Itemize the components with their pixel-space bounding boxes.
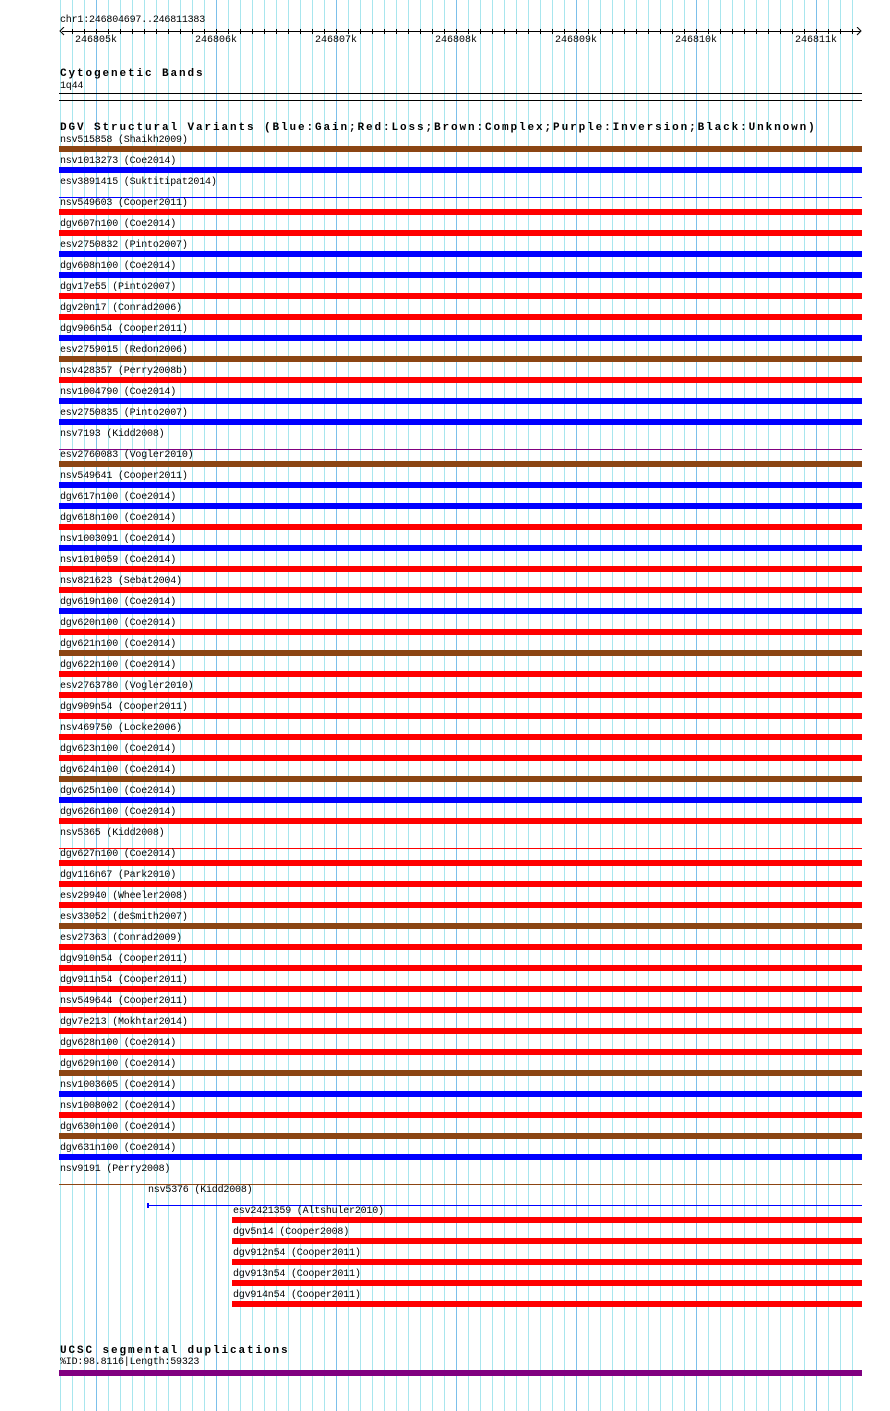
variant-loss-bar[interactable] [232, 1259, 862, 1265]
ruler-tick [288, 29, 289, 34]
variant-gain-bar[interactable] [59, 797, 862, 803]
ruler-tick [72, 29, 73, 34]
ruler-tick [168, 29, 169, 34]
variant-gain-bar[interactable] [59, 272, 862, 278]
ruler-tick [684, 29, 685, 34]
ruler-tick [708, 29, 709, 34]
variant-label: nsv1008002 (Coe2014) [60, 1101, 177, 1112]
ruler-label: 246806k [194, 35, 238, 46]
variant-gain-bar[interactable] [59, 167, 862, 173]
variant-label: dgv5n14 (Cooper2008) [233, 1227, 350, 1238]
ruler-tick [720, 29, 721, 34]
variant-label: dgv622n100 (Coe2014) [60, 660, 177, 671]
left-arrow-icon[interactable] [58, 27, 66, 36]
variant-complex-bar[interactable] [59, 1133, 862, 1139]
ruler-tick [576, 29, 577, 34]
variant-label: nsv549644 (Cooper2011) [60, 996, 188, 1007]
ruler-tick [840, 29, 841, 34]
variant-label: dgv911n54 (Cooper2011) [60, 975, 188, 986]
variant-label: nsv9191 (Perry2008) [60, 1164, 171, 1175]
ruler-tick [516, 29, 517, 34]
variant-complex-bar[interactable] [59, 776, 862, 782]
ruler-tick [336, 29, 337, 34]
variant-label: dgv620n100 (Coe2014) [60, 618, 177, 629]
variant-loss-bar[interactable] [59, 734, 862, 740]
variant-label: dgv627n100 (Coe2014) [60, 849, 177, 860]
variant-loss-bar[interactable] [59, 860, 862, 866]
ruler-label: 246808k [434, 35, 478, 46]
ruler-tick [624, 29, 625, 34]
ruler-tick [828, 29, 829, 34]
ruler-label: 246807k [314, 35, 358, 46]
variant-label: dgv617n100 (Coe2014) [60, 492, 177, 503]
ruler-tick [216, 29, 217, 34]
variant-label: nsv7193 (Kidd2008) [60, 429, 165, 440]
ruler-tick [468, 29, 469, 34]
variant-label: nsv549603 (Cooper2011) [60, 198, 188, 209]
variant-loss-bar[interactable] [59, 986, 862, 992]
variant-loss-bar[interactable] [59, 1112, 862, 1118]
variant-loss-bar[interactable] [59, 566, 862, 572]
variant-loss-bar[interactable] [59, 692, 862, 698]
variant-gain-bar[interactable] [59, 503, 862, 509]
variant-label: dgv608n100 (Coe2014) [60, 261, 177, 272]
variant-label: dgv909n54 (Cooper2011) [60, 702, 188, 713]
variant-label: dgv631n100 (Coe2014) [60, 1143, 177, 1154]
ruler-tick [648, 29, 649, 34]
variant-label: dgv116n67 (Park2010) [60, 870, 177, 881]
variant-label: dgv912n54 (Cooper2011) [233, 1248, 361, 1259]
ruler-tick [588, 29, 589, 34]
ruler-tick [744, 29, 745, 34]
ruler-tick [120, 29, 121, 34]
variant-loss-bar[interactable] [232, 1280, 862, 1286]
ruler-tick [276, 29, 277, 34]
variant-label: nsv549641 (Cooper2011) [60, 471, 188, 482]
ruler-tick [204, 29, 205, 34]
ruler-tick [360, 29, 361, 34]
ruler-tick [228, 29, 229, 34]
variant-label: esv2421359 (Altshuler2010) [233, 1206, 384, 1217]
variant-label: nsv1003091 (Coe2014) [60, 534, 177, 545]
variant-gain-bar[interactable] [59, 545, 862, 551]
ruler-label: 246809k [554, 35, 598, 46]
variant-label: esv27363 (Conrad2009) [60, 933, 182, 944]
variant-loss-bar[interactable] [59, 944, 862, 950]
variant-label: dgv17e55 (Pinto2007) [60, 282, 177, 293]
variant-label: dgv20n17 (Conrad2006) [60, 303, 182, 314]
variant-gain-bar[interactable] [59, 251, 862, 257]
variant-gain-bar[interactable] [59, 398, 862, 404]
variant-gain-bar[interactable] [59, 1091, 862, 1097]
variant-label: dgv910n54 (Cooper2011) [60, 954, 188, 965]
ruler-tick [660, 29, 661, 34]
ruler-tick [816, 29, 817, 34]
variant-label: dgv628n100 (Coe2014) [60, 1038, 177, 1049]
ruler-tick [252, 29, 253, 34]
ruler-tick [432, 29, 433, 34]
ruler-label: 246811k [794, 35, 838, 46]
variant-label: dgv630n100 (Coe2014) [60, 1122, 177, 1133]
variant-label: esv29940 (Wheeler2008) [60, 891, 188, 902]
track-title: DGV Structural Variants (Blue:Gain;Red:Loss;Brown:Complex;Purple:Inversion;Black:Unknown) [60, 122, 817, 134]
variant-label: dgv914n54 (Cooper2011) [233, 1290, 361, 1301]
ruler-label: 246805k [74, 35, 118, 46]
variant-label: esv2750835 (Pinto2007) [60, 408, 188, 419]
variant-loss-bar[interactable] [59, 230, 862, 236]
ruler-tick [300, 29, 301, 34]
variant-complex-bar[interactable] [59, 461, 862, 467]
ruler-tick [636, 29, 637, 34]
variant-loss-bar[interactable] [232, 1217, 862, 1223]
variant-loss-bar[interactable] [59, 848, 862, 849]
variant-loss-bar[interactable] [59, 314, 862, 320]
ruler-tick [696, 29, 697, 34]
variant-gain-bar[interactable] [59, 335, 862, 341]
variant-label: esv2750832 (Pinto2007) [60, 240, 188, 251]
variant-loss-bar[interactable] [59, 965, 862, 971]
variant-label: nsv1013273 (Coe2014) [60, 156, 177, 167]
ruler-tick [84, 29, 85, 34]
variant-complex-bar[interactable] [59, 650, 862, 656]
ruler-tick [408, 29, 409, 34]
variant-loss-bar[interactable] [232, 1238, 862, 1244]
variant-loss-bar[interactable] [59, 293, 862, 299]
ruler-tick [348, 29, 349, 34]
ruler-tick [612, 29, 613, 34]
variant-label: dgv913n54 (Cooper2011) [233, 1269, 361, 1280]
track-title: UCSC segmental duplications [60, 1345, 290, 1357]
ruler-tick [672, 29, 673, 34]
variant-label: nsv1004790 (Coe2014) [60, 387, 177, 398]
ruler-tick [480, 29, 481, 34]
ruler-tick [444, 29, 445, 34]
variant-loss-bar[interactable] [59, 902, 862, 908]
ruler-tick [192, 29, 193, 34]
variant-label: nsv428357 (Perry2008b) [60, 366, 188, 377]
variant-label: dgv7e213 (Mokhtar2014) [60, 1017, 188, 1028]
ruler-tick [264, 29, 265, 34]
variant-label: dgv621n100 (Coe2014) [60, 639, 177, 650]
ruler-tick [96, 29, 97, 34]
variant-label: esv33052 (deSmith2007) [60, 912, 188, 923]
variant-loss-bar[interactable] [59, 1049, 862, 1055]
ruler-tick [108, 29, 109, 34]
variant-loss-bar[interactable] [59, 524, 862, 530]
band-label: 1q44 [60, 81, 84, 92]
ruler-tick [528, 29, 529, 34]
variant-complex-bar[interactable] [59, 146, 862, 152]
ruler-axis [62, 31, 860, 32]
variant-label: dgv618n100 (Coe2014) [60, 513, 177, 524]
variant-label: dgv624n100 (Coe2014) [60, 765, 177, 776]
ruler-tick [564, 29, 565, 34]
ruler-tick [144, 29, 145, 34]
variant-label: dgv623n100 (Coe2014) [60, 744, 177, 755]
variant-label: nsv469750 (Locke2006) [60, 723, 182, 734]
ruler-tick [852, 29, 853, 34]
variant-loss-bar[interactable] [59, 209, 862, 215]
ruler-tick [504, 29, 505, 34]
ruler-tick [756, 29, 757, 34]
variant-loss-bar[interactable] [59, 671, 862, 677]
variant-loss-bar[interactable] [59, 1007, 862, 1013]
ruler-tick [552, 29, 553, 34]
region-label: chr1:246804697..246811383 [60, 15, 206, 26]
ruler-tick [240, 29, 241, 34]
variant-start-marker [147, 1203, 149, 1208]
ruler-tick [384, 29, 385, 34]
variant-loss-bar[interactable] [59, 881, 862, 887]
variant-complex-bar[interactable] [59, 356, 862, 362]
variant-gain-bar[interactable] [59, 419, 862, 425]
ruler-label: 246810k [674, 35, 718, 46]
variant-label: esv2763780 (Vogler2010) [60, 681, 194, 692]
ruler-tick [324, 29, 325, 34]
variant-label: nsv1003605 (Coe2014) [60, 1080, 177, 1091]
variant-label: nsv515858 (Shaikh2009) [60, 135, 188, 146]
track-title: Cytogenetic Bands [60, 68, 205, 80]
ruler-tick [804, 29, 805, 34]
ruler-tick [312, 29, 313, 34]
ruler-tick [396, 29, 397, 34]
segdup-feature[interactable] [59, 1370, 862, 1376]
variant-loss-bar[interactable] [59, 755, 862, 761]
ruler-tick [420, 29, 421, 34]
variant-gain-bar[interactable] [59, 1154, 862, 1160]
band-outline-top [59, 93, 862, 94]
ruler-tick [156, 29, 157, 34]
ruler-tick [180, 29, 181, 34]
ruler-tick [456, 29, 457, 34]
variant-label: dgv906n54 (Cooper2011) [60, 324, 188, 335]
variant-loss-bar[interactable] [59, 713, 862, 719]
variant-label: dgv629n100 (Coe2014) [60, 1059, 177, 1070]
ruler-tick [492, 29, 493, 34]
variant-label: dgv619n100 (Coe2014) [60, 597, 177, 608]
ruler-tick [768, 29, 769, 34]
variant-loss-bar[interactable] [59, 377, 862, 383]
ruler-tick [132, 29, 133, 34]
variant-label: nsv1010059 (Coe2014) [60, 555, 177, 566]
variant-label: nsv5376 (Kidd2008) [148, 1185, 253, 1196]
variant-complex-bar[interactable] [59, 923, 862, 929]
variant-loss-bar[interactable] [59, 587, 862, 593]
variant-complex-bar[interactable] [59, 1070, 862, 1076]
ruler-tick [540, 29, 541, 34]
variant-loss-bar[interactable] [59, 818, 862, 824]
variant-gain-bar[interactable] [59, 608, 862, 614]
variant-label: dgv607n100 (Coe2014) [60, 219, 177, 230]
variant-label: esv2760083 (Vogler2010) [60, 450, 194, 461]
variant-label: esv2759015 (Redon2006) [60, 345, 188, 356]
variant-label: dgv625n100 (Coe2014) [60, 786, 177, 797]
variant-loss-bar[interactable] [232, 1301, 862, 1307]
segdup-label: %ID:98.8116|Length:59323 [60, 1357, 200, 1368]
variant-label: nsv5365 (Kidd2008) [60, 828, 165, 839]
variant-label: nsv821623 (Sebat2004) [60, 576, 182, 587]
ruler-tick [780, 29, 781, 34]
variant-loss-bar[interactable] [59, 629, 862, 635]
variant-gain-bar[interactable] [59, 482, 862, 488]
ruler-tick [600, 29, 601, 34]
band-outline-bottom [59, 100, 862, 101]
variant-label: esv3891415 (Suktitipat2014) [60, 177, 217, 188]
variant-loss-bar[interactable] [59, 1028, 862, 1034]
ruler-tick [792, 29, 793, 34]
variant-label: dgv626n100 (Coe2014) [60, 807, 177, 818]
ruler-tick [732, 29, 733, 34]
ruler-tick [372, 29, 373, 34]
right-arrow-icon[interactable] [855, 27, 863, 36]
